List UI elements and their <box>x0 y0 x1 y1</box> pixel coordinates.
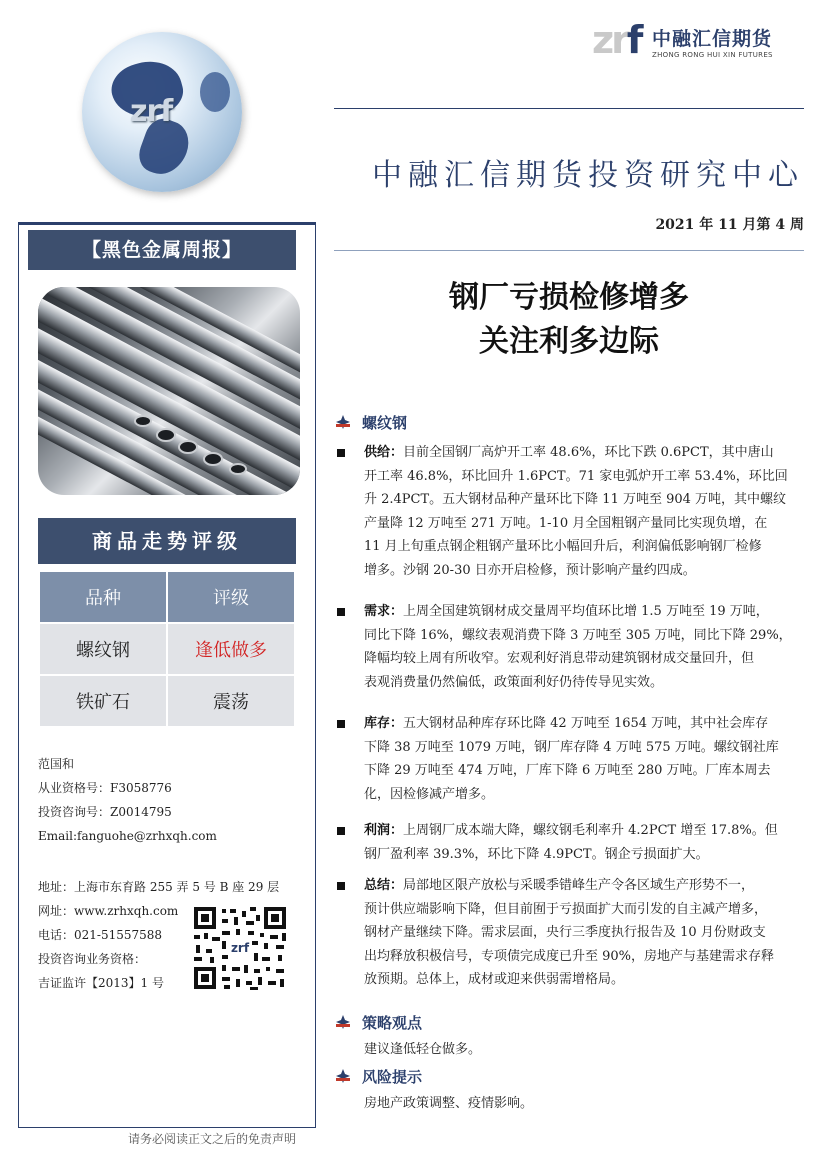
supply-line: 11 月上旬重点钢企粗钢产量环比小幅回升后，利润偏低影响钢厂检修 <box>364 539 762 555</box>
steel-pipes-photo <box>38 287 300 495</box>
company-logo-en: ZHONG RONG HUI XIN FUTURES <box>652 51 773 59</box>
analyst-email: Email:fanguohe@zrhxqh.com <box>38 829 217 843</box>
svg-text:zrf: zrf <box>230 941 250 955</box>
headline-line1: 钢厂亏损检修增多 <box>449 280 689 315</box>
rating-col-variety: 品种 <box>40 572 166 622</box>
rating-value: 逢低做多 <box>168 624 294 674</box>
analyst-info <box>38 752 217 848</box>
analyst-license: 从业资格号：F3058776 <box>38 781 172 795</box>
bullet-icon <box>337 882 345 890</box>
demand-label: 需求： <box>364 604 404 619</box>
summary-line: 钢材产量继续下降。需求层面，央行三季度执行报告及 10 月份财政支 <box>364 925 766 941</box>
section-diamond-icon <box>336 414 350 428</box>
supply-line: 目前全国钢厂高炉开工率 48.6%，环比下跌 0.6PCT，其中唐山 <box>403 445 774 460</box>
summary-line: 放预期。总体上，成材或迎来供弱需增格局。 <box>364 972 625 988</box>
inventory-line: 下降 29 万吨至 474 万吨，厂库下降 6 万吨至 280 万吨。厂库本周去 <box>364 763 771 779</box>
company-website: 网址：www.zrhxqh.com <box>38 904 179 918</box>
risk-text: 房地产政策调整、疫情影响。 <box>364 1096 534 1111</box>
qr-code-icon <box>192 905 288 991</box>
inventory-paragraph <box>364 712 804 806</box>
section-rebar-title: 螺纹钢 <box>362 414 408 432</box>
profit-label: 利润： <box>364 823 404 838</box>
summary-line: 预计供应端影响下降，但目前囿于亏损面扩大而引发的自主减产增多， <box>364 901 768 917</box>
inventory-line: 五大钢材品种库存环比降 42 万吨至 1654 万吨，其中社会库存 <box>403 716 769 731</box>
section-diamond-icon <box>336 1068 350 1082</box>
inventory-line: 下降 38 万吨至 1079 万吨，钢厂库存降 4 万吨 575 万吨。螺纹钢社库 <box>364 739 779 755</box>
demand-line: 上周全国建筑钢材成交量周平均值环比增 1.5 万吨至 19 万吨， <box>403 604 769 619</box>
summary-line: 局部地区限产放松与采暖季错峰生产令各区域生产形势不一， <box>403 878 755 893</box>
bullet-icon <box>337 449 345 457</box>
company-logo-name: 中融汇信期货 <box>652 28 773 50</box>
company-logo-mark: zrf <box>592 18 641 62</box>
globe-logo-text: zrf <box>130 94 173 129</box>
summary-paragraph <box>364 874 804 992</box>
report-date: 2021 年 11 月第 4 周 <box>655 217 804 233</box>
table-row <box>40 624 294 674</box>
disclaimer-note: 请务必阅读正文之后的免责声明 <box>128 1132 297 1146</box>
profit-line: 钢厂盈利率 39.3%，环比下降 4.9PCT。钢企亏损面扩大。 <box>364 846 709 862</box>
bullet-icon <box>337 827 345 835</box>
section-strategy-title: 策略观点 <box>362 1014 423 1032</box>
date-divider <box>334 250 804 251</box>
inventory-label: 库存： <box>364 716 404 731</box>
company-address: 地址：上海市东育路 255 弄 5 号 B 座 29 层 <box>38 880 280 894</box>
bullet-icon <box>337 720 345 728</box>
supply-line: 开工率 46.8%，环比回升 1.6PCT。71 家电弧炉开工率 53.4%，环比回 <box>364 468 788 484</box>
demand-line: 降幅均较上周有所收窄。宏观利好消息带动建筑钢材成交量回升，但 <box>364 651 755 667</box>
bullet-icon <box>337 608 345 616</box>
demand-paragraph <box>364 600 804 694</box>
rating-header-row <box>40 572 294 622</box>
rating-variety: 铁矿石 <box>40 676 166 726</box>
table-row <box>40 676 294 726</box>
demand-line: 表观消费量仍然偏低，政策面利好仍待传导见实效。 <box>364 674 664 690</box>
rating-title: 商品走势评级 <box>38 518 296 564</box>
report-tag: 【黑色金属周报】 <box>28 230 296 270</box>
summary-line: 出均释放积极信号，专项债完成度已升至 90%，房地产与基建需求存释 <box>364 948 775 964</box>
analyst-name: 范国和 <box>38 757 75 771</box>
supply-line: 增多。沙钢 20-30 日亦开启检修，预计影响产量约四成。 <box>364 562 696 578</box>
rating-col-rating: 评级 <box>168 572 294 622</box>
rating-table <box>38 570 296 728</box>
company-phone: 电话：021-51557588 <box>38 928 163 942</box>
headline-line2: 关注利多边际 <box>479 324 659 359</box>
rating-value: 震荡 <box>168 676 294 726</box>
globe-logo <box>82 32 242 192</box>
supply-line: 升 2.4PCT。五大钢材品种产量环比下降 11 万吨至 904 万吨，其中螺纹 <box>364 492 787 508</box>
profit-paragraph <box>364 819 804 866</box>
section-risk-title: 风险提示 <box>362 1068 423 1086</box>
org-title: 中融汇信期货投资研究中心 <box>372 158 804 193</box>
analyst-consult: 投资咨询号：Z0014795 <box>38 805 172 819</box>
profit-line: 上周钢厂成本端大降，螺纹钢毛利率升 4.2PCT 增至 17.8%。但 <box>403 823 778 838</box>
strategy-text: 建议逢低轻仓做多。 <box>364 1042 482 1057</box>
summary-label: 总结： <box>364 878 404 893</box>
inventory-line: 化，因检修减产增多。 <box>364 786 495 802</box>
company-permit: 吉证监许【2013】1 号 <box>38 976 164 990</box>
section-diamond-icon <box>336 1014 350 1028</box>
supply-line: 产量降 12 万吨至 271 万吨。1-10 月全国粗钢产量同比实现负增，在 <box>364 515 768 531</box>
supply-paragraph <box>364 441 804 583</box>
header-divider <box>334 108 804 109</box>
company-qualification: 投资咨询业务资格： <box>38 952 147 966</box>
demand-line: 同比下降 16%，螺纹表观消费下降 3 万吨至 305 万吨，同比下降 29%， <box>364 627 792 643</box>
rating-variety: 螺纹钢 <box>40 624 166 674</box>
supply-label: 供给： <box>364 445 404 460</box>
headline <box>334 276 804 364</box>
